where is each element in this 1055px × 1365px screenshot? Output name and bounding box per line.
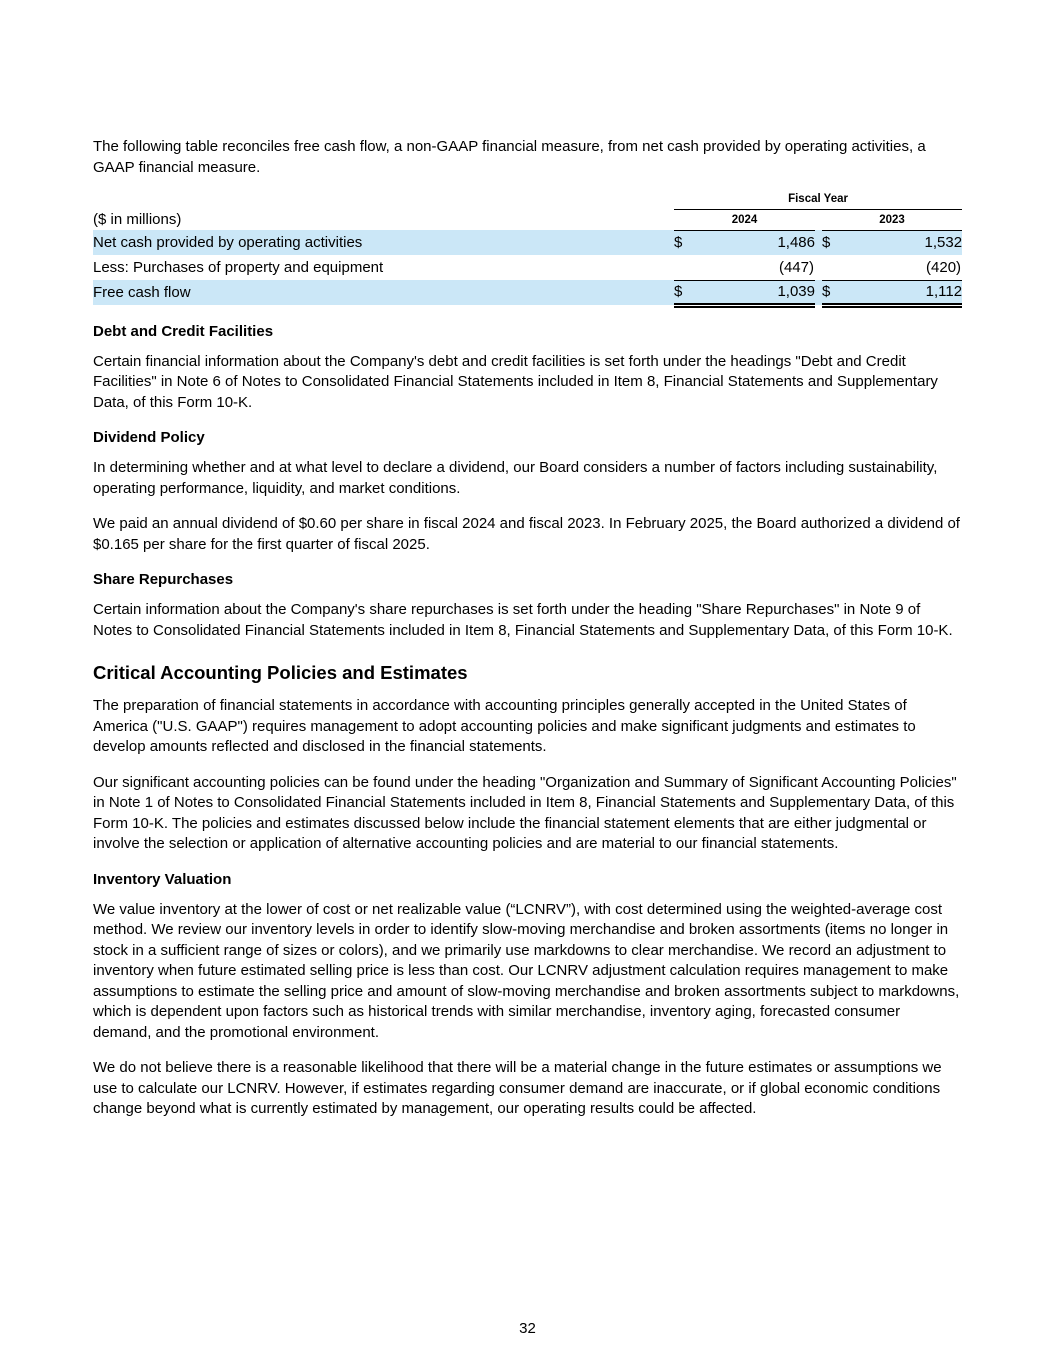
- table-group-header-row: [93, 193, 962, 209]
- gap-cell: [815, 209, 822, 230]
- paragraph: Certain financial information about the Company's debt and credit facilities is set forth under the headings "Debt and Credit Facilities" in Note 6 of Notes to Consolidated Financial Statements included in Item 8, Financial Statements and Supplementary Data, of this Form 10-K.: [93, 352, 938, 411]
- table-row-less-purchases: [93, 255, 962, 280]
- section-debt-and-credit-facilities: [93, 322, 962, 414]
- section-share-repurchases: [93, 570, 962, 641]
- section-critical-accounting-policies: [93, 661, 962, 855]
- units-label: ($ in millions): [93, 211, 182, 228]
- row-label: Less: Purchases of property and equipment: [93, 259, 384, 276]
- section-heading: Dividend Policy: [93, 429, 205, 446]
- table-column-header-row: [93, 209, 962, 230]
- table-row-free-cash-flow: [93, 280, 962, 305]
- section-heading: Share Repurchases: [93, 571, 234, 588]
- paragraph: Certain information about the Company's share repurchases is set forth under the heading "Share Repurchases" in Note 9 of Notes to Consolidated Financial Statements included in Item 8, Financial Statements and Supplementary Data, of this Form 10-K.: [93, 601, 953, 639]
- gap-cell: [815, 280, 822, 305]
- page-number: 32: [519, 1320, 536, 1337]
- page-content: [93, 137, 962, 1135]
- value-2023: 1,532: [850, 230, 962, 255]
- value-2024: 1,486: [702, 230, 815, 255]
- fiscal-year-group-header: Fiscal Year: [674, 193, 962, 209]
- gap-cell: [815, 255, 822, 280]
- section-heading: Debt and Credit Facilities: [93, 322, 274, 340]
- intro-paragraph: The following table reconciles free cash flow, a non-GAAP financial measure, from net cash provided by operating activities, a GAAP financial measure.: [93, 138, 926, 176]
- value-2024: 1,039: [702, 280, 815, 305]
- paragraph: We paid an annual dividend of $0.60 per share in fiscal 2024 and fiscal 2023. In February 2025, the Board authorized a dividend of $0.165 per share for the first quarter of fiscal 2025.: [93, 515, 960, 553]
- paragraph: Our significant accounting policies can be found under the heading "Organization and Summary of Significant Accounting Policies" in Note 1 of Notes to Consolidated Financial Statements included in Item 8, Financial Statements and Supplementary Data, of this Form 10-K. The policies and estimates discussed below include the financial statement elements that are either judgmental or involve the selection or application of alternative accounting policies and are material to our financial statements.: [93, 773, 957, 852]
- major-section-heading: Critical Accounting Policies and Estimates: [93, 662, 468, 683]
- row-label: Free cash flow: [93, 280, 674, 305]
- table-row-net-cash: [93, 230, 962, 255]
- paragraph: We do not believe there is a reasonable likelihood that there will be a material change in the future estimates or assumptions we use to calculate our LCNRV. However, if estimates regarding consumer demand are inaccurate, or if global economic conditions change beyond what is currently estimated by management, our operating results could be affected.: [93, 1059, 942, 1117]
- value-2023: 1,112: [850, 280, 962, 305]
- section-inventory-valuation: [93, 870, 962, 1120]
- paragraph: We value inventory at the lower of cost or net realizable value (“LCNRV”), with cost determined using the weighted-average cost method. We review our inventory levels in order to identify slow-moving merchandise and broken assortments (items no longer in stock in a sufficient range of sizes or colors), and we primarily use markdowns to clear merchandise. We record an adjustment to inventory when future estimated selling price is less than cost. Our LCNRV adjustment calculation requires management to make assumptions to estimate the selling price and amount of slow-moving merchandise and broken assortments subject to markdowns, which is dependent upon factors such as historical trends with similar merchandise, inventory aging, forecasted consumer demand, and the promotional environment.: [93, 900, 960, 1041]
- currency-symbol-2023: $: [822, 230, 850, 255]
- currency-symbol-2024: $: [674, 230, 702, 255]
- value-2023: (420): [850, 255, 962, 280]
- paragraph: The preparation of financial statements in accordance with accounting principles generally accepted in the United States of America ("U.S. GAAP") requires management to adopt accounting policies and make significant judgments and estimates to develop amounts reflected and disclosed in the financial statements.: [93, 697, 916, 755]
- currency-symbol-2023: [822, 255, 850, 280]
- column-header-2024: 2024: [674, 209, 815, 230]
- currency-symbol-2023: $: [822, 280, 850, 305]
- column-header-2023: 2023: [822, 209, 962, 230]
- empty-cell: [93, 193, 674, 209]
- free-cash-flow-table: [93, 193, 962, 308]
- gap-cell: [815, 230, 822, 255]
- currency-symbol-2024: $: [674, 280, 702, 305]
- paragraph: In determining whether and at what level to declare a dividend, our Board considers a number of factors including sustainability, operating performance, liquidity, and market conditions.: [93, 459, 938, 497]
- currency-symbol-2024: [674, 255, 702, 280]
- value-2024: (447): [702, 255, 815, 280]
- row-label: Net cash provided by operating activities: [93, 230, 674, 255]
- section-heading: Inventory Valuation: [93, 870, 232, 888]
- section-dividend-policy: [93, 428, 962, 555]
